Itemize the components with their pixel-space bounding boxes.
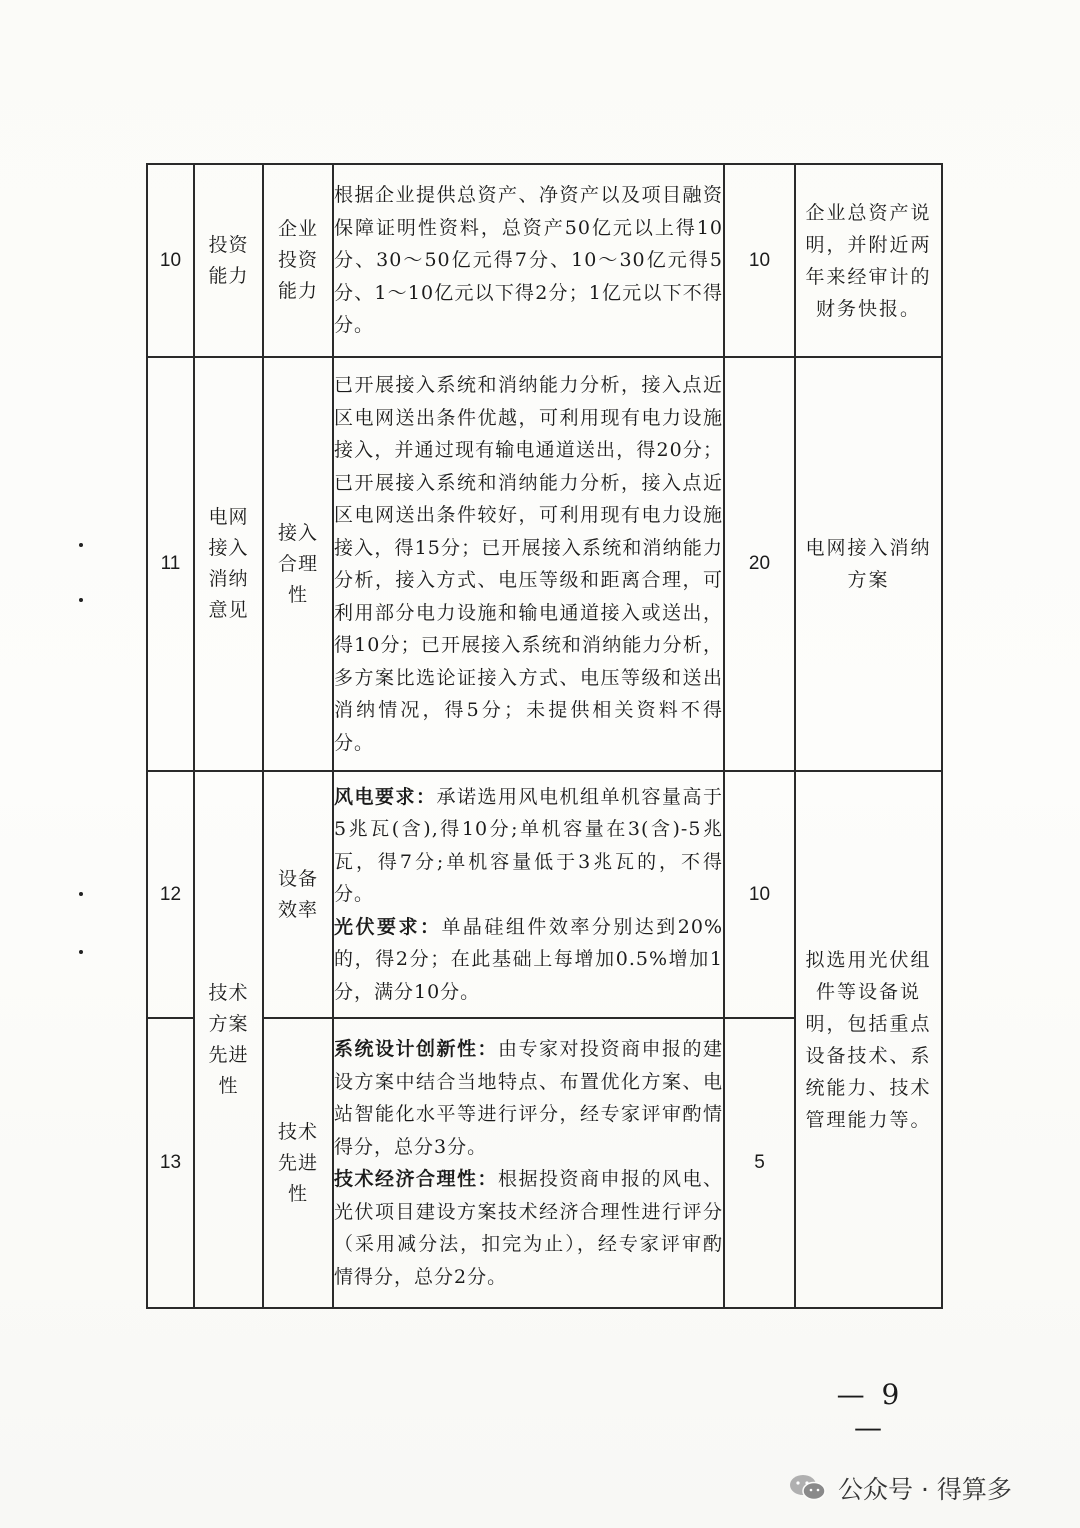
- score-cell: 20: [724, 357, 795, 771]
- table-row: [147, 357, 942, 771]
- criteria-label: 系统设计创新性：: [334, 1038, 498, 1060]
- criteria-cell: [333, 1018, 724, 1308]
- binding-hole-mark: [79, 543, 83, 547]
- table-row: [147, 771, 942, 1018]
- item-label: 技术 先进 性: [277, 1120, 318, 1205]
- item-cell: [263, 771, 333, 1018]
- criteria-text: 由专家对投资商申报的建设方案中结合当地特点、布置优化方案、电站智能化水平等进行评分，经专家评审酌情得分，总分3分。: [334, 1038, 723, 1158]
- category-cell: [194, 771, 263, 1308]
- watermark: [788, 1468, 1012, 1508]
- table-row: [147, 164, 942, 357]
- criteria-cell: [333, 771, 724, 1018]
- row-number: 12: [147, 771, 194, 1018]
- row-number: 10: [147, 164, 194, 357]
- item-label: 接入 合理 性: [277, 521, 318, 606]
- binding-hole-mark: [79, 950, 83, 954]
- category-cell: [194, 164, 263, 357]
- binding-hole-mark: [79, 598, 83, 602]
- criteria-text: 单晶硅组件效率分别达到20%的，得2分；在此基础上每增加0.5%增加1分，满分10分。: [334, 915, 723, 1003]
- criteria-text: 根据投资商申报的风电、光伏项目建设方案技术经济合理性进行评分（采用减分法，扣完为止），经专家评审酌情得分，总分2分。: [334, 1168, 723, 1288]
- row-number: 13: [147, 1018, 194, 1308]
- item-cell: [263, 357, 333, 771]
- criteria-cell: 已开展接入系统和消纳能力分析，接入点近区电网送出条件优越，可利用现有电力设施接入，并通过现有输电通道送出，得20分；已开展接入系统和消纳能力分析，接入点近区电网送出条件较好，可利用现有电力设施接入，得15分；已开展接入系统和消纳能力分析，接入方式、电压等级和距离合理，可利用部分电力设施和输电通道接入或送出，得10分；已开展接入系统和消纳能力分析，多方案比选论证接入方式、电压等级和送出消纳情况，得5分；未提供相关资料不得分。: [333, 357, 724, 771]
- score-cell: 5: [724, 1018, 795, 1308]
- item-label: 设备 效率: [277, 867, 318, 921]
- category-label: 技术 方案 先进 性: [208, 981, 249, 1097]
- item-cell: [263, 164, 333, 357]
- materials-cell: 企业总资产说明，并附近两年来经审计的财务快报。: [795, 164, 942, 357]
- criteria-cell: 根据企业提供总资产、净资产以及项目融资保障证明性资料，总资产50亿元以上得10分、30～50亿元得7分、10～30亿元得5分、1～10亿元以下得2分；1亿元以下不得分。: [333, 164, 724, 357]
- criteria-label: 风电要求：: [334, 785, 437, 808]
- category-label: 投资 能力: [208, 233, 249, 287]
- score-cell: 10: [724, 164, 795, 357]
- materials-cell: 拟选用光伏组件等设备说明，包括重点设备技术、系统能力、技术管理能力等。: [795, 771, 942, 1308]
- item-cell: [263, 1018, 333, 1308]
- wechat-icon: [788, 1473, 828, 1503]
- score-cell: 10: [724, 771, 795, 1018]
- binding-hole-mark: [79, 892, 83, 896]
- scoring-table: [146, 163, 943, 1309]
- criteria-text: 承诺选用风电机组单机容量高于5兆瓦(含),得10分;单机容量在3(含)-5兆瓦，得7分;单机容量低于3兆瓦的，不得分。: [334, 785, 723, 906]
- watermark-text: 公众号 · 得算多: [838, 1475, 1012, 1504]
- criteria-label: 光伏要求：: [334, 915, 442, 938]
- row-number: 11: [147, 357, 194, 771]
- criteria-label: 技术经济合理性：: [334, 1168, 498, 1190]
- category-label: 电网 接入 消纳 意见: [208, 506, 249, 621]
- item-label: 企业 投资 能力: [277, 218, 318, 302]
- category-cell: [194, 357, 263, 771]
- materials-cell: 电网接入消纳方案: [795, 357, 942, 771]
- page-number: — 9 —: [836, 1378, 904, 1444]
